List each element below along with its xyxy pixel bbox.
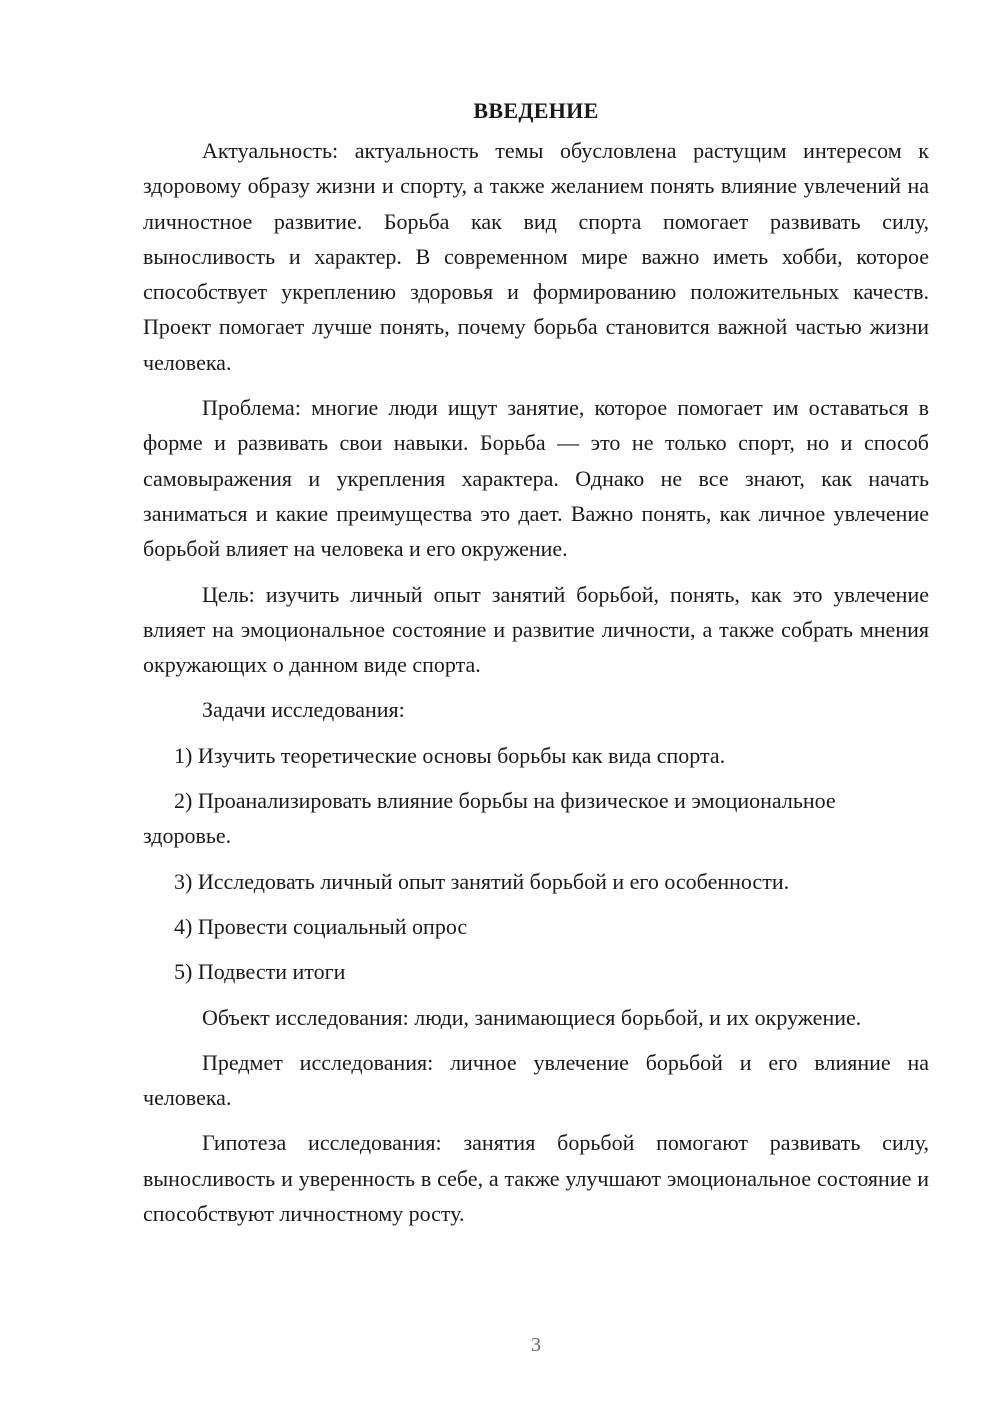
tasks-title: Задачи исследования: [202, 697, 405, 723]
task-item: 1) Изучить теоретические основы борьбы как вида спорта. [174, 742, 726, 768]
paragraph-hypothesis: Гипотеза исследования: занятия борьбой помогают развивать силу, выносливость и уверенность в себе, а также улучшают эмоциональное состояние и способствуют личностному росту. [143, 1130, 929, 1227]
page-number: 3 [531, 1334, 541, 1356]
paragraph-goal: Цель: изучить личный опыт занятий борьбой, понять, как это увлечение влияет на эмоциональное состояние и развитие личности, а также собрать мнения окружающих о данном виде спорта. [143, 581, 929, 678]
paragraph-subject: Предмет исследования: личное увлечение борьбой и его влияние на человека. [143, 1049, 929, 1111]
task-item: 5) Подвести итоги [174, 959, 346, 985]
paragraph-problem: Проблема: многие люди ищут занятие, которое помогает им оставаться в форме и развивать свои навыки. Борьба — это не только спорт, но и способ самовыражения и укрепления характера. Однако не все знают, как начать заниматься и какие преимущества это дает. Важно понять, как личное увлечение борьбой влияет на человека и его окружение. [143, 395, 929, 562]
task-item: 3) Исследовать личный опыт занятий борьбой и его особенности. [174, 868, 790, 894]
section-heading: ВВЕДЕНИЕ [473, 98, 599, 123]
paragraph-object: Объект исследования: люди, занимающиеся борьбой, и их окружение. [202, 1004, 862, 1030]
task-item: 2) Проанализировать влияние борьбы на физическое и эмоциональное здоровье. [143, 788, 836, 849]
paragraph-relevance: Актуальность: актуальность темы обусловлена растущим интересом к здоровому образу жизни и спорту, а также желанием понять влияние увлечений на личностное развитие. Борьба как вид спорта помогает развивать силу, выносливость и характер. В современном мире важно иметь хобби, которое способствует укреплению здоровья и формированию положительных качеств. Проект помогает лучше понять, почему борьба становится важной частью жизни человека. [143, 138, 929, 375]
task-item: 4) Провести социальный опрос [174, 913, 468, 939]
document-page [143, 96, 929, 1241]
